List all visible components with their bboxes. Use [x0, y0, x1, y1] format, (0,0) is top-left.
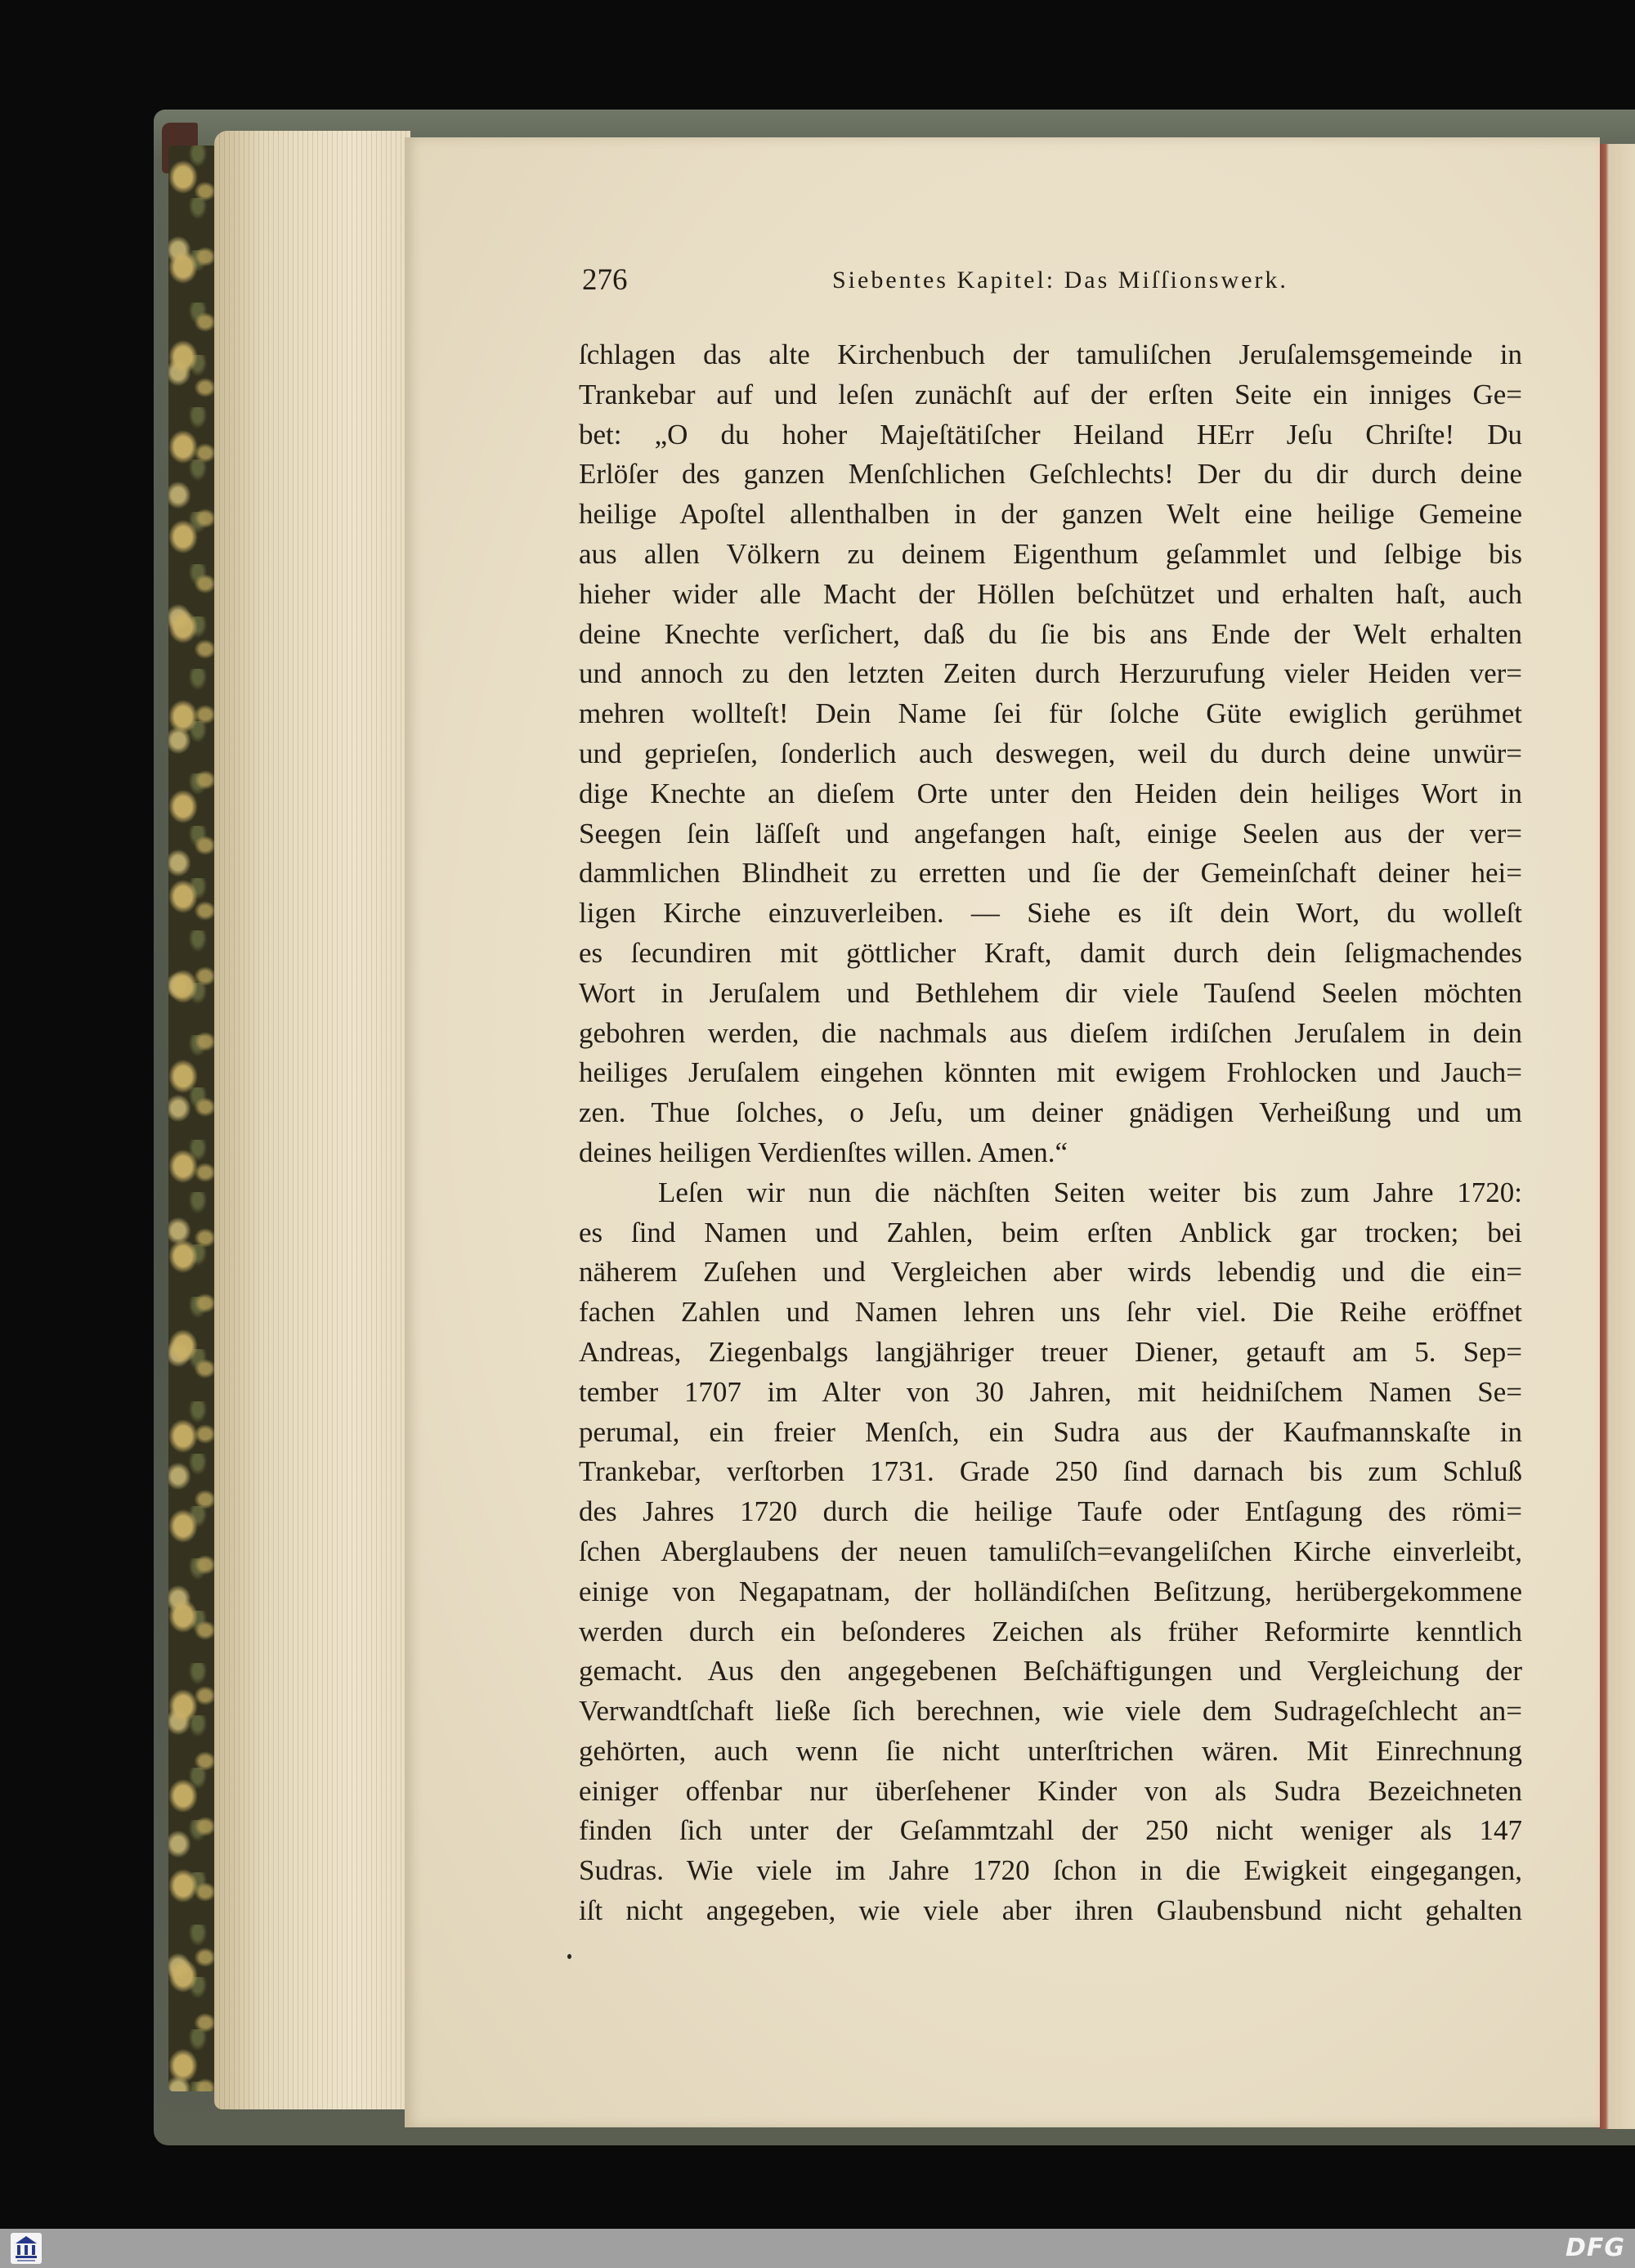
text-line: Trankebar auf und leſen zunächſt auf der erſten Seite ein inniges Ge=	[579, 378, 1522, 410]
text-line: Andreas, Ziegenbalgs langjähriger treuer Diener, getauft am 5. Sep=	[579, 1335, 1522, 1368]
text-line: des Jahres 1720 durch die heilige Taufe oder Entſagung des römi=	[579, 1495, 1522, 1528]
text-line: näherem Zuſehen und Vergleichen aber wirds lebendig und die ein=	[579, 1256, 1522, 1289]
text-line: ſchen Aberglaubens der neuen tamuliſch=evangeliſchen Kirche einverleibt,	[579, 1535, 1522, 1567]
text-line: iſt nicht angegeben, wie viele aber ihren Glaubensbund nicht gehalten	[579, 1894, 1522, 1927]
text-line: perumal, ein freier Menſch, ein Sudra aus der Kaufmannskaſte in	[579, 1415, 1522, 1448]
text-line: hieher wider alle Macht der Höllen beſchützet und erhalten haſt, auch	[579, 577, 1522, 610]
paragraph	[579, 1173, 1522, 1931]
text-line: gemacht. Aus den angegebenen Beſchäftigungen und Vergleichung der	[579, 1655, 1522, 1688]
running-head-title: Siebentes Kapitel: Das Miſſionswerk.	[832, 267, 1288, 294]
text-line: tember 1707 im Alter von 30 Jahren, mit heidniſchem Namen Se=	[579, 1375, 1522, 1408]
text-line: ſchlagen das alte Kirchenbuch der tamuliſchen Jeruſalemsgemeinde in	[579, 338, 1522, 370]
paragraph	[579, 335, 1522, 1173]
text-line: heilige Apoſtel allenthalben in der ganzen Welt eine heilige Gemeine	[579, 498, 1522, 531]
ink-speck	[567, 1954, 571, 1959]
dfg-brand-mark: DFG	[1565, 2234, 1625, 2262]
text-line: es ſecundiren mit göttlicher Kraft, damit durch dein ſeligmachendes	[579, 936, 1522, 969]
marbled-edge	[168, 146, 217, 2091]
text-line: und annoch zu den letzten Zeiten durch Herzurufung vieler Heiden ver=	[579, 657, 1522, 690]
text-line: es ſind Namen und Zahlen, beim erſten Anblick gar trocken; bei	[579, 1216, 1522, 1248]
text-line: Leſen wir nun die nächſten Seiten weiter bis zum Jahre 1720:	[658, 1176, 1522, 1208]
page-number: 276	[582, 263, 628, 297]
text-line: werden durch ein beſonderes Zeichen als früher Reformirte kenntlich	[579, 1615, 1522, 1647]
text-line: Erlöſer des ganzen Menſchlichen Geſchlechts! Der du dir durch deine	[579, 458, 1522, 491]
book-page	[405, 137, 1600, 2127]
text-line: Verwandtſchaft ließe ſich berechnen, wie viele dem Sudrageſchlecht an=	[579, 1695, 1522, 1728]
text-line: einiger offenbar nur überſehener Kinder von als Sudra Bezeichneten	[579, 1774, 1522, 1807]
text-line: Seegen ſein läſſeſt und angefangen haſt, einige Seelen aus der ver=	[579, 817, 1522, 849]
text-line: heiliges Jeruſalem eingehen könnten mit ewigem Frohlocken und Jauch=	[579, 1056, 1522, 1089]
text-line: ligen Kirche einzuverleiben. — Siehe es iſt dein Wort, du wolleſt	[579, 897, 1522, 930]
library-seal-icon	[10, 2232, 43, 2265]
page-stack-edge	[214, 131, 410, 2109]
text-line: einige von Negapatnam, der holländiſchen Beſitzung, herübergekommene	[579, 1575, 1522, 1607]
text-line: Trankebar, verſtorben 1731. Grade 250 ſind darnach bis zum Schluß	[579, 1455, 1522, 1488]
text-line: gehörten, auch wenn ſie nicht unterſtrichen wären. Mit Einrechnung	[579, 1734, 1522, 1767]
running-head	[579, 260, 1522, 301]
text-line: gebohren werden, die nachmals aus dieſem irdiſchen Jeruſalem in dein	[579, 1016, 1522, 1049]
text-line: zen. Thue ſolches, o Jeſu, um deiner gnädigen Verheißung und um	[579, 1096, 1522, 1129]
library-seal-icon-graphic	[10, 2232, 43, 2265]
text-line: Wort in Jeruſalem und Bethlehem dir viele Tauſend Seelen möchten	[579, 976, 1522, 1009]
text-line: deines heiligen Verdienſtes willen. Amen.“	[579, 1136, 1068, 1168]
text-line: fachen Zahlen und Namen lehren uns ſehr viel. Die Reihe eröffnet	[579, 1296, 1522, 1329]
page-body	[579, 335, 1522, 1931]
facing-page-edge	[1599, 144, 1635, 2129]
text-line: und geprieſen, ſonderlich auch deswegen, weil du durch deine unwür=	[579, 737, 1522, 769]
text-line: bet: „O du hoher Majeſtätiſcher Heiland HErr Jeſu Chriſte! Du	[579, 418, 1522, 450]
text-line: mehren wollteſt! Dein Name ſei für ſolche Güte ewiglich gerühmet	[579, 697, 1522, 730]
text-line: Sudras. Wie viele im Jahre 1720 ſchon in die Ewigkeit eingegangen,	[579, 1854, 1522, 1887]
text-line: dammlichen Blindheit zu erretten und ſie der Gemeinſchaft deiner hei=	[579, 857, 1522, 890]
text-line: aus allen Völkern zu deinem Eigenthum geſammlet und ſelbige bis	[579, 537, 1522, 570]
text-line: dige Knechte an dieſem Orte unter den Heiden dein heiliges Wort in	[579, 777, 1522, 809]
footer-bar	[0, 2229, 1635, 2268]
text-line: deine Knechte verſichert, daß du ſie bis ans Ende der Welt erhalten	[579, 617, 1522, 650]
text-line: finden ſich unter der Geſammtzahl der 250 nicht weniger als 147	[579, 1814, 1522, 1847]
